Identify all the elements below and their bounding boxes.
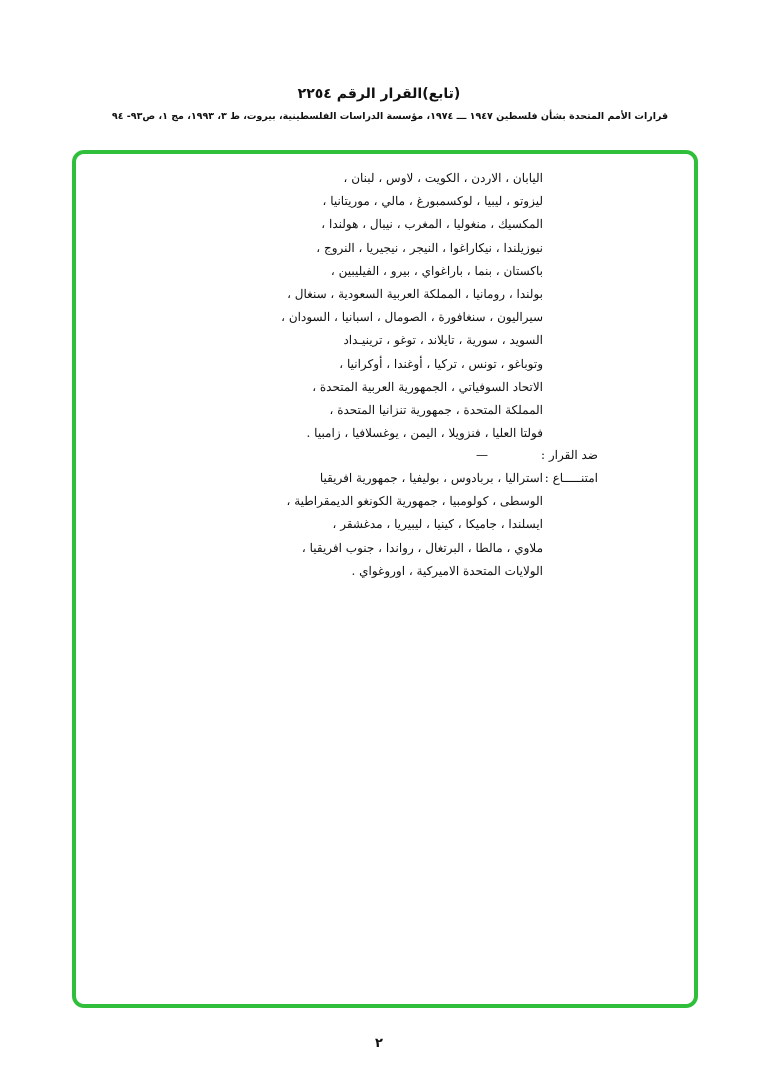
list-line: الاتحاد السوفياتي ، الجمهورية العربية المتحدة ، <box>312 379 543 394</box>
list-line: ليزوتو ، ليبيا ، لوكسمبورغ ، مالي ، موريتانيا ، <box>322 194 543 209</box>
list-line: السويد ، سورية ، تايلاند ، توغو ، ترينيـداد <box>343 333 543 348</box>
list-line: بولندا ، رومانيا ، المملكة العربية السعودية ، سنغال ، <box>287 286 543 301</box>
list-line: اليابان ، الاردن ، الكويت ، لاوس ، لبنان ، <box>343 171 543 185</box>
list-line: الولايات المتحدة الاميركية ، اوروغواي . <box>351 563 543 578</box>
against-value: — <box>476 448 488 462</box>
list-line: المكسيك ، منغوليا ، المغرب ، نيبال ، هولندا ، <box>321 217 543 232</box>
list-line: الوسطى ، كولومبيا ، جمهورية الكونغو الديمقراطية ، <box>286 494 543 509</box>
list-line: وتوباغو ، تونس ، تركيا ، أوغندا ، أوكرانيا ، <box>339 356 543 371</box>
list-line: ملاوي ، مالطا ، البرتغال ، رواندا ، جنوب افريقيا ، <box>301 540 543 555</box>
list-line: استراليا ، بربادوس ، بوليفيا ، جمهورية افريقيا <box>319 471 543 485</box>
abstain-list <box>283 467 543 583</box>
list-line: سيراليون ، سنغافورة ، الصومال ، اسبانيا ، السودان ، <box>281 310 543 325</box>
page-title: (تابع)القرار الرقم ٢٢٥٤ <box>297 86 461 102</box>
in-favor-list <box>283 167 543 445</box>
list-line: باكستان ، بنما ، باراغواي ، بيرو ، الفيليبين ، <box>330 263 543 278</box>
list-line: المملكة المتحدة ، جمهورية تنزانيا المتحدة ، <box>329 402 543 417</box>
against-label: ضد القرار : <box>541 448 598 462</box>
abstain-label: امتنـــــاع : <box>544 471 598 485</box>
source-citation: قرارات الأمم المتحدة بشأن فلسطين ١٩٤٧ ـــ ١٩٧٤، مؤسسة الدراسات الفلسطينية، بيروت، ط ٣، ١٩٩٣، مج ١، ص٩٣- ٩٤ <box>111 111 669 122</box>
list-line: ايسلندا ، جاميكا ، كينيا ، ليبيريا ، مدغشقر ، <box>332 517 543 532</box>
list-line: فولتا العليا ، فنزويلا ، اليمن ، يوغسلافيا ، زامبيا . <box>306 426 543 441</box>
list-line: نيوزيلندا ، نيكاراغوا ، النيجر ، نيجيريا ، النروج ، <box>316 240 543 255</box>
page-number: ٢ <box>375 1036 383 1051</box>
